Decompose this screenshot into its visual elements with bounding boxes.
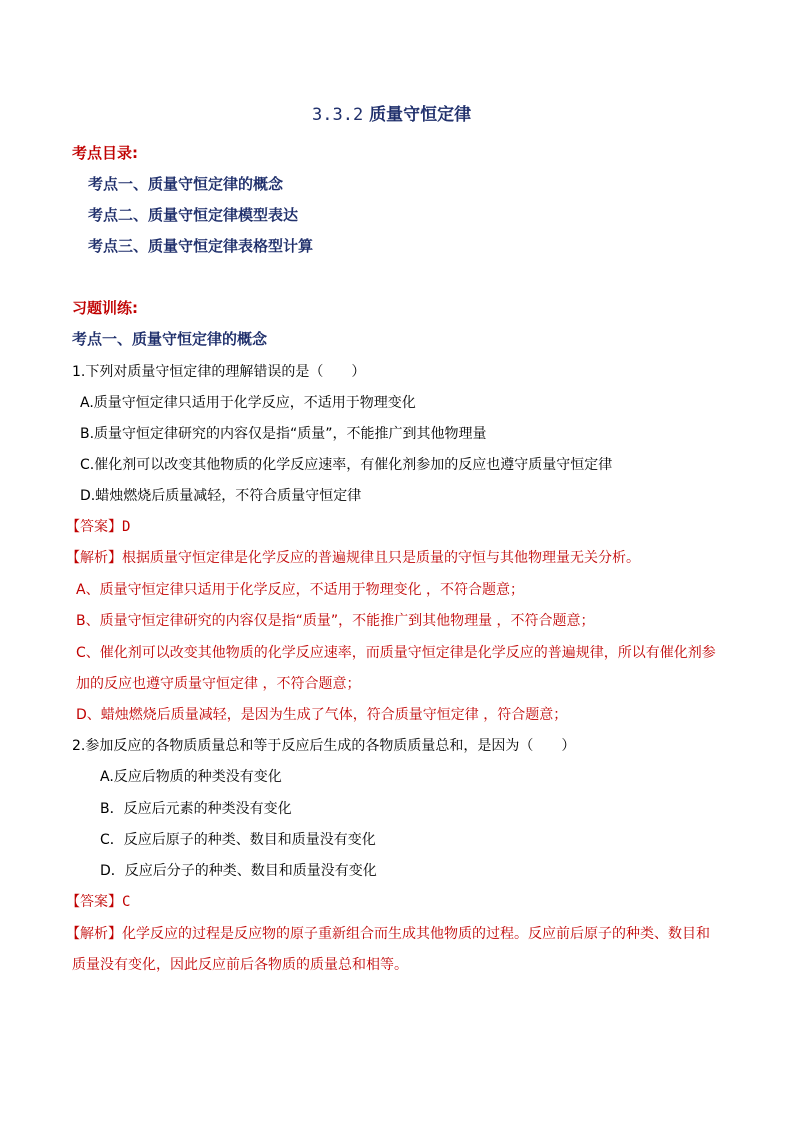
q2-analysis-cont: 质量没有变化，因此反应前后各物质的质量总和相等。 bbox=[72, 957, 408, 973]
q1-explain-b: B、质量守恒定律研究的内容仅是指“质量”，不能推广到其他物理量 ，不符合题意； bbox=[76, 613, 595, 629]
q1-explain-c: C、催化剂可以改变其他物质的化学反应速率，而质量守恒定律是化学反应的普遍规律，所以有催化剂参 bbox=[76, 645, 716, 661]
q1-option-b: B.质量守恒定律研究的内容仅是指“质量”，不能推广到其他物理量 bbox=[80, 426, 487, 442]
q1-answer bbox=[66, 517, 130, 537]
q2-answer bbox=[66, 892, 130, 912]
q2-option-d: D．反应后分子的种类、数目和质量没有变化 bbox=[100, 863, 377, 879]
q1-stem: 1.下列对质量守恒定律的理解错误的是（ ） bbox=[72, 364, 366, 380]
answer-tag: 【答案】 bbox=[66, 894, 122, 910]
q1-explain-c-cont: 加的反应也遵守质量守恒定律 ，不符合题意； bbox=[76, 676, 361, 692]
toc-item-2: 考点二、质量守恒定律模型表达 bbox=[88, 206, 299, 224]
analysis-text: 化学反应的过程是反应物的原子重新组合而生成其他物质的过程。反应前后原子的种类、数目和 bbox=[122, 926, 710, 942]
analysis-tag: 【解析】 bbox=[66, 550, 122, 566]
q1-explain-a: A、质量守恒定律只适用于化学反应，不适用于物理变化 ，不符合题意； bbox=[76, 582, 525, 598]
answer-tag: 【答案】 bbox=[66, 519, 122, 535]
toc-item-3: 考点三、质量守恒定律表格型计算 bbox=[88, 237, 314, 255]
q1-option-d: D.蜡烛燃烧后质量减轻，不符合质量守恒定律 bbox=[80, 488, 362, 504]
toc-heading: 考点目录: bbox=[72, 144, 138, 162]
page-title bbox=[312, 105, 471, 125]
title-number: 3.3.2 bbox=[312, 105, 364, 125]
section-heading-1: 考点一、质量守恒定律的概念 bbox=[72, 330, 268, 348]
answer-value: D bbox=[122, 519, 131, 535]
q1-explain-d: D、蜡烛燃烧后质量减轻，是因为生成了气体，符合质量守恒定律 ，符合题意； bbox=[76, 707, 568, 723]
q2-option-a: A.反应后物质的种类没有变化 bbox=[100, 769, 282, 785]
title-text: 质量守恒定律 bbox=[369, 105, 472, 125]
analysis-text: 根据质量守恒定律是化学反应的普遍规律且只是质量的守恒与其他物理量无关分析。 bbox=[122, 550, 640, 566]
toc-item-1: 考点一、质量守恒定律的概念 bbox=[88, 175, 284, 193]
q2-analysis bbox=[66, 924, 710, 944]
q1-option-a: A.质量守恒定律只适用于化学反应，不适用于物理变化 bbox=[80, 395, 416, 411]
q2-option-c: C．反应后原子的种类、数目和质量没有变化 bbox=[100, 832, 376, 848]
q2-option-b: B．反应后元素的种类没有变化 bbox=[100, 801, 292, 817]
q1-analysis bbox=[66, 548, 640, 568]
q2-stem: 2.参加反应的各物质质量总和等于反应后生成的各物质质量总和，是因为（ ） bbox=[72, 738, 576, 754]
practice-heading: 习题训练: bbox=[72, 299, 138, 317]
q1-option-c: C.催化剂可以改变其他物质的化学反应速率，有催化剂参加的反应也遵守质量守恒定律 bbox=[80, 457, 613, 473]
answer-value: C bbox=[122, 894, 131, 910]
analysis-tag: 【解析】 bbox=[66, 926, 122, 942]
